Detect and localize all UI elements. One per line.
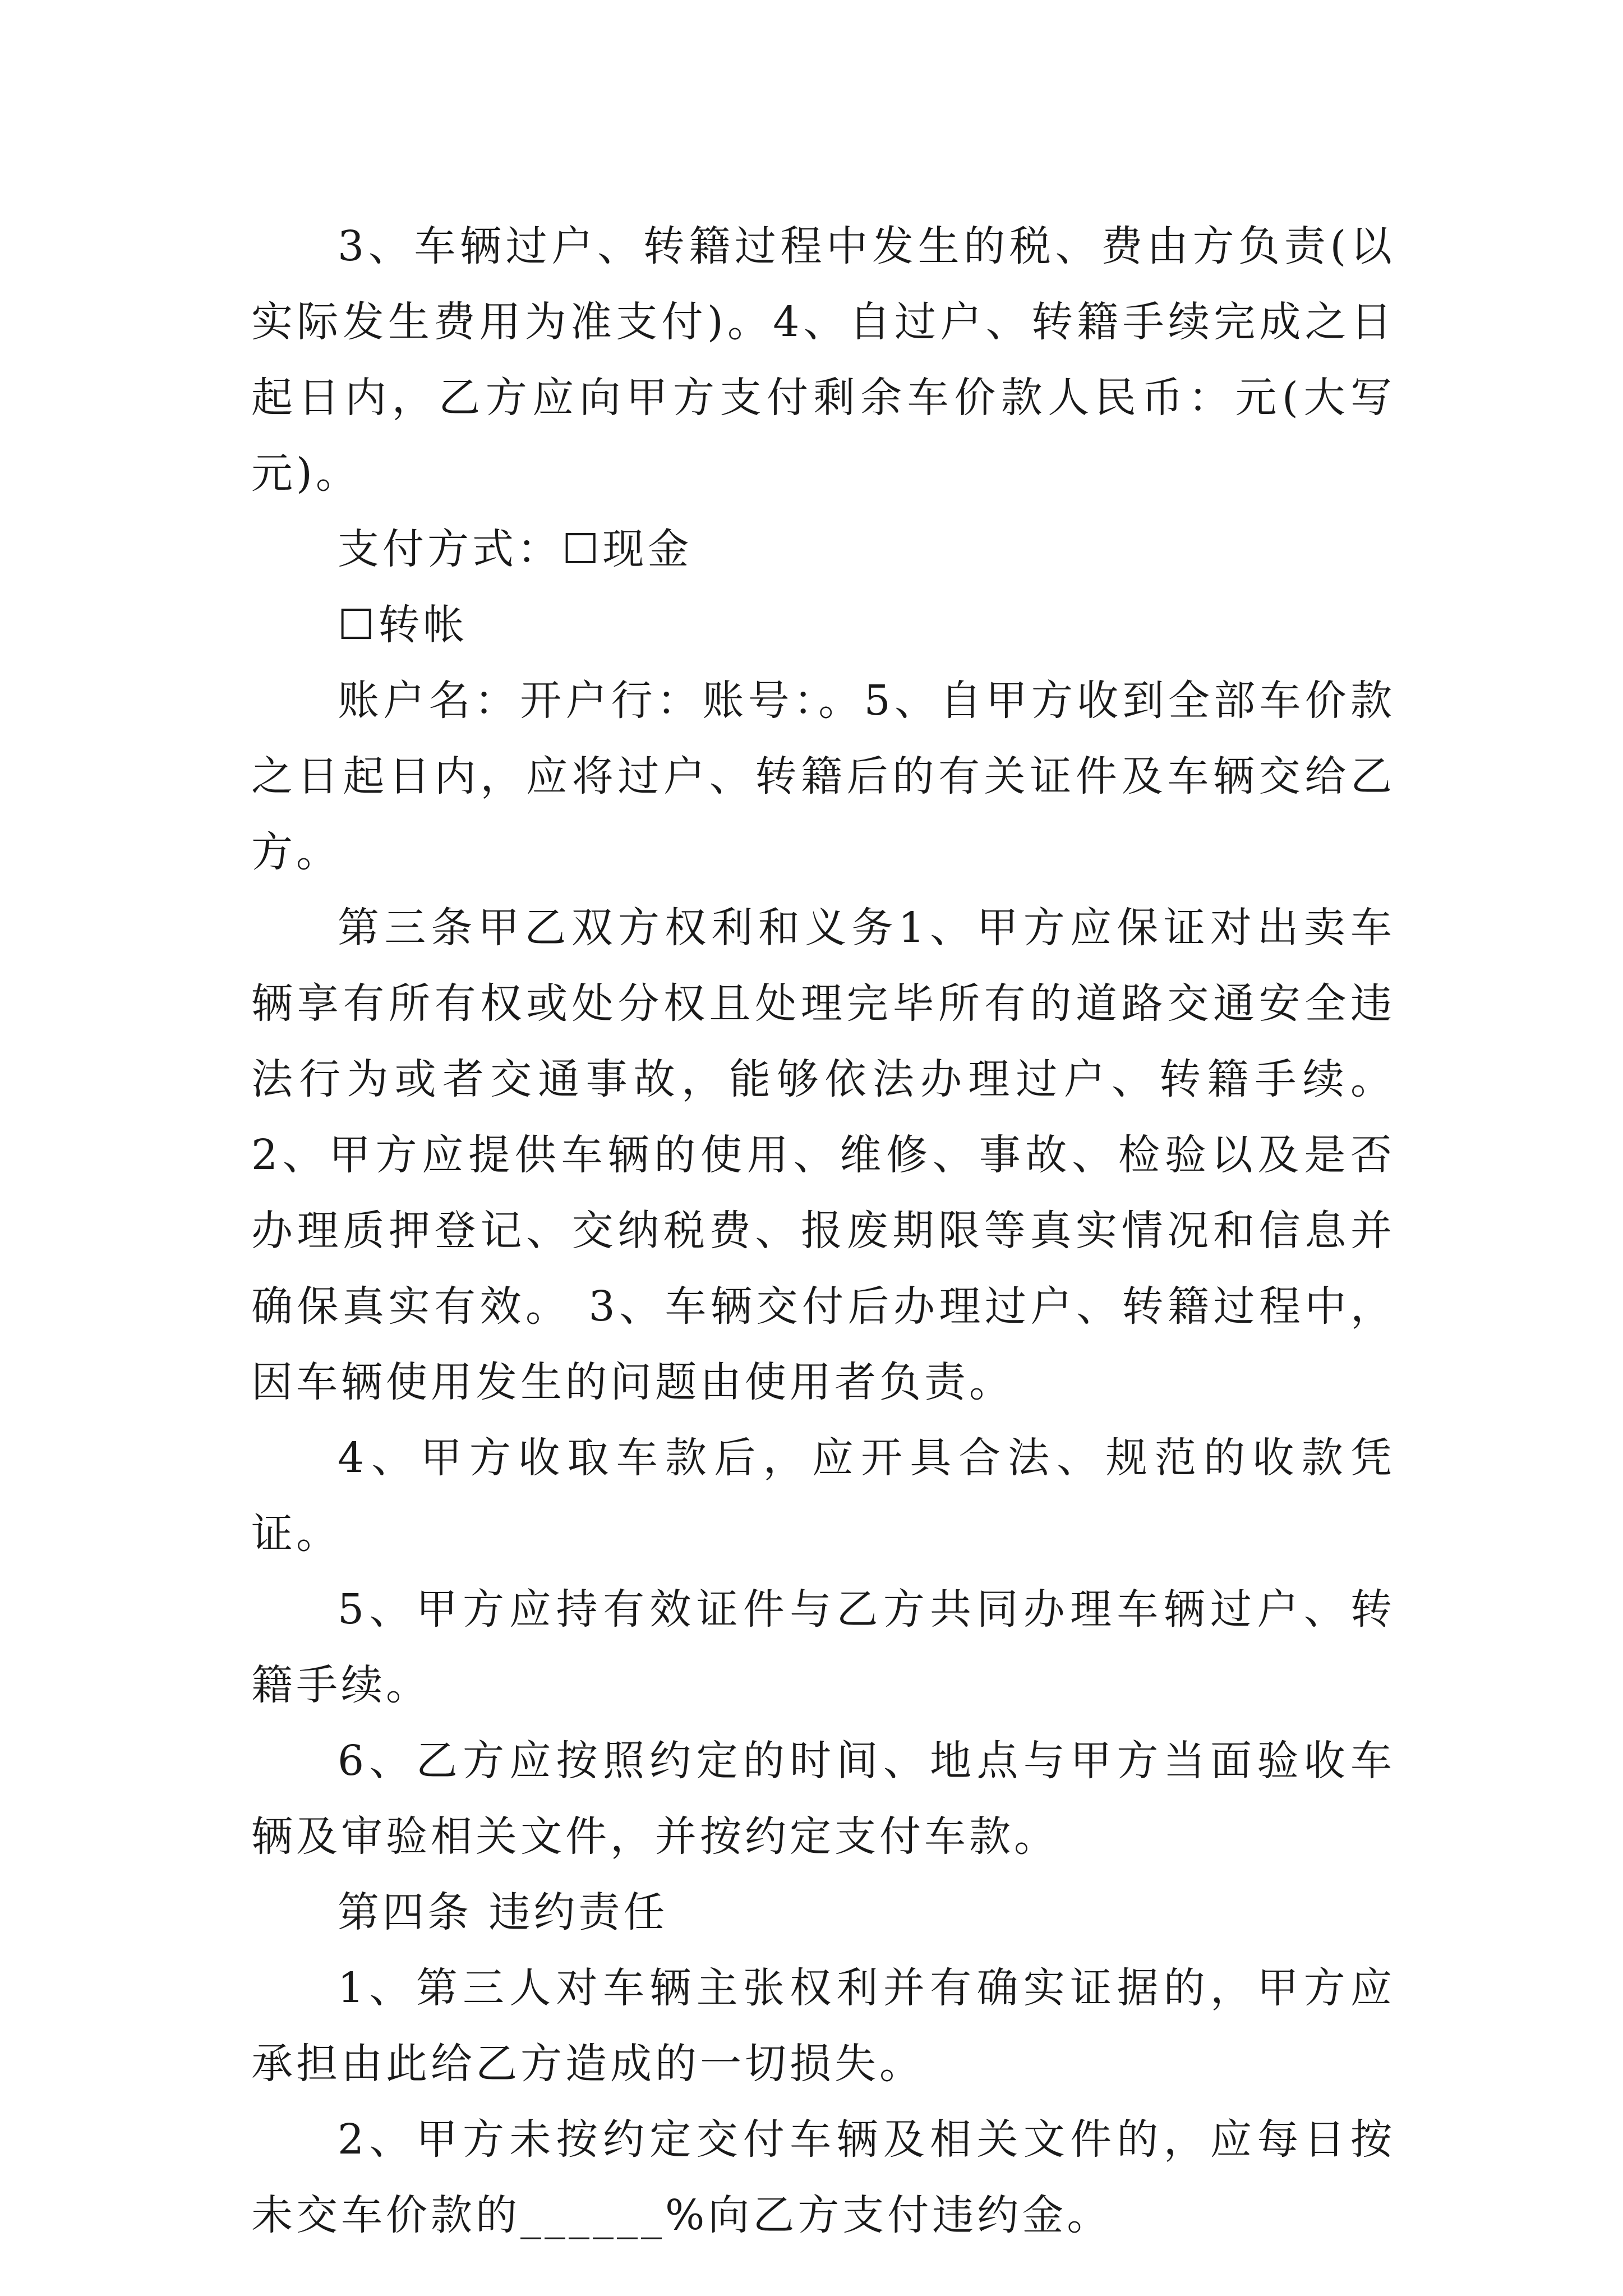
paragraph-inspection <box>251 1723 1395 1875</box>
paragraph-text: 账户名：开户行：账号：。5、自甲方收到全部车价款之日起日内，应将过户、转籍后的有关证件及车辆交给乙方。 <box>251 677 1395 876</box>
paragraph-article-three <box>251 890 1412 1420</box>
paragraph-text: 4、甲方收取车款后，应开具合法、规范的收款凭证。 <box>251 1434 1395 1558</box>
paragraph-account-info <box>251 663 1395 890</box>
paragraph-tax-and-payment <box>251 209 1395 512</box>
paragraph-receipt <box>251 1420 1395 1572</box>
paragraph-text: 2、甲方未按约定交付车辆及相关文件的，应每日按未交车价款的______%向乙方支付违约金。 <box>251 2115 1395 2239</box>
paragraph-third-party-claim <box>251 1950 1395 2102</box>
paragraph-payment-method-cash <box>251 512 1395 587</box>
paragraph-text: 3、车辆过户、转籍过程中发生的税、费由方负责(以实际发生费用为准支付)。4、自过户、转籍手续完成之日起日内，乙方应向甲方支付剩余车价款人民币：元(大写元)。 <box>251 222 1395 498</box>
paragraph-joint-transfer <box>251 1572 1395 1723</box>
paragraph-text: 6、乙方应按照约定的时间、地点与甲方当面验收车辆及审验相关文件，并按约定支付车款。 <box>251 1737 1395 1861</box>
paragraph-text: 5、甲方应持有效证件与乙方共同办理车辆过户、转籍手续。 <box>251 1585 1395 1709</box>
paragraph-article-four-heading <box>251 1875 1395 1950</box>
paragraph-text: 支付方式：☐现金 <box>338 525 693 573</box>
paragraph-payment-method-transfer <box>251 587 1395 663</box>
paragraph-text: 第三条甲乙双方权利和义务1、甲方应保证对出卖车辆享有所有权或处分权且处理完毕所有的道路交通安全违法行为或者交通事故，能够依法办理过户、转籍手续。 2、甲方应提供车辆的使用、维修、事故、检验以及是否办理质押登记、交纳税费、报废期限等真实情况和信息并确保真实有效。 3、车辆交付后办理过户、转籍过程中，因车辆使用发生的问题由使用者负责。 <box>251 904 1412 1406</box>
paragraph-text: 1、第三人对车辆主张权利并有确实证据的，甲方应承担由此给乙方造成的一切损失。 <box>251 1964 1395 2088</box>
contract-body <box>251 209 1412 2253</box>
paragraph-late-delivery-penalty <box>251 2102 1395 2253</box>
paragraph-text: ☐转帐 <box>338 601 468 649</box>
paragraph-text: 第四条 违约责任 <box>338 1888 668 1936</box>
